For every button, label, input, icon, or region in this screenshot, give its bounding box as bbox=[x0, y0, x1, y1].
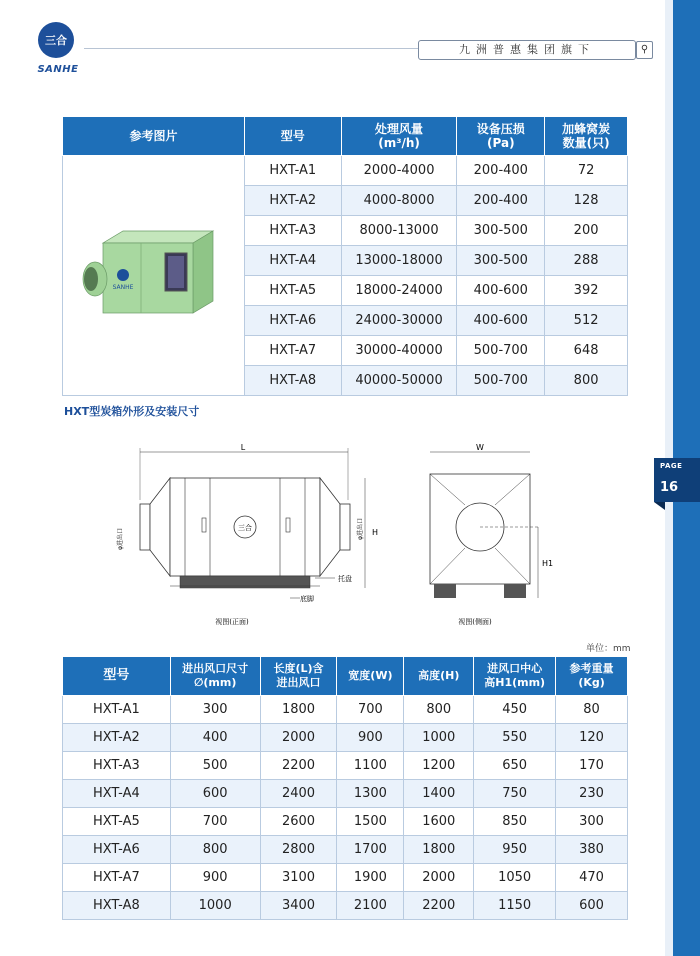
spec-airflow: 30000-40000 bbox=[341, 336, 457, 366]
product-logo: SANHE bbox=[113, 283, 134, 291]
dims-width: 1500 bbox=[337, 808, 404, 836]
spec-header-model: 型号 bbox=[244, 117, 341, 156]
dims-width: 1900 bbox=[337, 864, 404, 892]
dims-length: 2800 bbox=[260, 836, 337, 864]
dims-header-width: 宽度(W) bbox=[337, 657, 404, 696]
dims-h1: 450 bbox=[474, 696, 556, 724]
spec-carbon: 800 bbox=[545, 366, 628, 396]
dims-length: 1800 bbox=[260, 696, 337, 724]
table-row bbox=[63, 808, 628, 836]
dims-height: 2200 bbox=[404, 892, 474, 920]
dims-weight: 230 bbox=[556, 780, 628, 808]
spec-pressure: 400-600 bbox=[457, 306, 545, 336]
spec-pressure: 300-500 bbox=[457, 246, 545, 276]
front-caption: 视图(正面) bbox=[215, 618, 249, 626]
dims-inlet: 600 bbox=[170, 780, 260, 808]
dim-H: H bbox=[372, 528, 379, 537]
logo-emblem bbox=[38, 22, 74, 58]
dims-length: 3100 bbox=[260, 864, 337, 892]
side-caption: 视图(侧面) bbox=[458, 618, 492, 626]
spec-model: HXT-A3 bbox=[244, 216, 341, 246]
tab-fold bbox=[654, 502, 665, 510]
dims-model: HXT-A4 bbox=[63, 780, 171, 808]
spec-airflow: 40000-50000 bbox=[341, 366, 457, 396]
dims-inlet: 300 bbox=[170, 696, 260, 724]
spec-pressure: 200-400 bbox=[457, 156, 545, 186]
spec-carbon: 128 bbox=[545, 186, 628, 216]
company-logo bbox=[34, 22, 80, 78]
dims-width: 1700 bbox=[337, 836, 404, 864]
dims-length: 2000 bbox=[260, 724, 337, 752]
page-label: PAGE bbox=[660, 462, 683, 470]
table-row bbox=[63, 696, 628, 724]
spec-header-image: 参考图片 bbox=[63, 117, 245, 156]
dims-model: HXT-A7 bbox=[63, 864, 171, 892]
dims-h1: 950 bbox=[474, 836, 556, 864]
spec-carbon: 72 bbox=[545, 156, 628, 186]
table-row bbox=[63, 864, 628, 892]
dims-h1: 850 bbox=[474, 808, 556, 836]
dims-header-model: 型号 bbox=[63, 657, 171, 696]
product-image bbox=[73, 219, 233, 329]
dims-width: 900 bbox=[337, 724, 404, 752]
dims-weight: 170 bbox=[556, 752, 628, 780]
dims-header-h1: 进风口中心 高H1(mm) bbox=[474, 657, 556, 696]
side-view-drawing bbox=[420, 440, 570, 630]
logo-wordmark: SANHE bbox=[37, 64, 79, 75]
spec-airflow: 13000-18000 bbox=[341, 246, 457, 276]
spec-pressure: 500-700 bbox=[457, 336, 545, 366]
spec-airflow: 8000-13000 bbox=[341, 216, 457, 246]
dims-h1: 1050 bbox=[474, 864, 556, 892]
table-row bbox=[63, 724, 628, 752]
spec-pressure: 200-400 bbox=[457, 186, 545, 216]
spec-model: HXT-A8 bbox=[244, 366, 341, 396]
table-row bbox=[63, 836, 628, 864]
spec-header-carbon: 加蜂窝炭 数量(只) bbox=[545, 117, 628, 156]
dims-length: 2400 bbox=[260, 780, 337, 808]
logo-text: 三合 bbox=[45, 34, 67, 47]
spec-table bbox=[62, 116, 628, 396]
spec-header-airflow: 处理风量 (m³/h) bbox=[341, 117, 457, 156]
dims-model: HXT-A8 bbox=[63, 892, 171, 920]
spec-carbon: 288 bbox=[545, 246, 628, 276]
front-badge: 三合 bbox=[238, 524, 252, 532]
spec-carbon: 512 bbox=[545, 306, 628, 336]
dims-height: 800 bbox=[404, 696, 474, 724]
table-row bbox=[63, 156, 628, 186]
table-row bbox=[63, 780, 628, 808]
dims-weight: 300 bbox=[556, 808, 628, 836]
dims-model: HXT-A6 bbox=[63, 836, 171, 864]
dims-h1: 650 bbox=[474, 752, 556, 780]
dims-height: 1200 bbox=[404, 752, 474, 780]
dims-length: 2600 bbox=[260, 808, 337, 836]
product-image-cell bbox=[63, 156, 245, 396]
search-icon[interactable]: ⚲ bbox=[636, 41, 653, 59]
dims-weight: 600 bbox=[556, 892, 628, 920]
dims-inlet: 500 bbox=[170, 752, 260, 780]
spec-airflow: 4000-8000 bbox=[341, 186, 457, 216]
spec-table-header bbox=[63, 117, 628, 156]
dims-inlet: 400 bbox=[170, 724, 260, 752]
dims-inlet: 1000 bbox=[170, 892, 260, 920]
dims-width: 700 bbox=[337, 696, 404, 724]
dims-weight: 380 bbox=[556, 836, 628, 864]
front-inlet-right: φ进出口 bbox=[357, 518, 364, 540]
dims-height: 1800 bbox=[404, 836, 474, 864]
dims-model: HXT-A5 bbox=[63, 808, 171, 836]
dims-inlet: 800 bbox=[170, 836, 260, 864]
spec-pressure: 400-600 bbox=[457, 276, 545, 306]
dims-length: 2200 bbox=[260, 752, 337, 780]
tray-label: 托盘 bbox=[338, 575, 352, 583]
dim-W: W bbox=[476, 443, 484, 452]
dims-header-length: 长度(L)含 进出风口 bbox=[260, 657, 337, 696]
spec-pressure: 300-500 bbox=[457, 216, 545, 246]
spec-model: HXT-A4 bbox=[244, 246, 341, 276]
dims-header-inlet: 进出风口尺寸 ∅(mm) bbox=[170, 657, 260, 696]
dims-model: HXT-A3 bbox=[63, 752, 171, 780]
header-title: 九洲普惠集团旗下 bbox=[459, 43, 595, 56]
table-row bbox=[63, 892, 628, 920]
dims-h1: 1150 bbox=[474, 892, 556, 920]
spec-model: HXT-A6 bbox=[244, 306, 341, 336]
dimensions-table bbox=[62, 656, 628, 920]
spec-pressure: 500-700 bbox=[457, 366, 545, 396]
front-view-drawing bbox=[110, 440, 400, 630]
dims-weight: 470 bbox=[556, 864, 628, 892]
dims-width: 1100 bbox=[337, 752, 404, 780]
dim-H1: H1 bbox=[542, 559, 554, 568]
spec-model: HXT-A1 bbox=[244, 156, 341, 186]
spec-carbon: 392 bbox=[545, 276, 628, 306]
front-inlet: φ进出口 bbox=[117, 528, 124, 550]
table-row bbox=[63, 752, 628, 780]
page-number: 16 bbox=[660, 480, 679, 495]
unit-label: 单位：mm bbox=[586, 644, 631, 654]
spec-header-pressure: 设备压损 (Pa) bbox=[457, 117, 545, 156]
foot-label: 底脚 bbox=[300, 595, 314, 603]
dims-weight: 80 bbox=[556, 696, 628, 724]
dims-width: 1300 bbox=[337, 780, 404, 808]
dims-weight: 120 bbox=[556, 724, 628, 752]
header-divider bbox=[84, 48, 424, 49]
spec-carbon: 200 bbox=[545, 216, 628, 246]
header-title-box bbox=[418, 40, 636, 60]
spec-airflow: 18000-24000 bbox=[341, 276, 457, 306]
dims-header-height: 高度(H) bbox=[404, 657, 474, 696]
dims-height: 1400 bbox=[404, 780, 474, 808]
spec-model: HXT-A5 bbox=[244, 276, 341, 306]
page-number-tab bbox=[654, 458, 700, 502]
dims-inlet: 900 bbox=[170, 864, 260, 892]
dims-width: 2100 bbox=[337, 892, 404, 920]
dims-height: 1000 bbox=[404, 724, 474, 752]
dims-height: 1600 bbox=[404, 808, 474, 836]
dims-h1: 550 bbox=[474, 724, 556, 752]
dims-table-header bbox=[63, 657, 628, 696]
drawing-title: HXT型炭箱外形及安装尺寸 bbox=[64, 405, 200, 418]
dims-h1: 750 bbox=[474, 780, 556, 808]
dims-inlet: 700 bbox=[170, 808, 260, 836]
spec-model: HXT-A7 bbox=[244, 336, 341, 366]
spec-model: HXT-A2 bbox=[244, 186, 341, 216]
spec-airflow: 2000-4000 bbox=[341, 156, 457, 186]
dims-height: 2000 bbox=[404, 864, 474, 892]
dims-length: 3400 bbox=[260, 892, 337, 920]
dims-model: HXT-A2 bbox=[63, 724, 171, 752]
spec-carbon: 648 bbox=[545, 336, 628, 366]
spec-airflow: 24000-30000 bbox=[341, 306, 457, 336]
dims-model: HXT-A1 bbox=[63, 696, 171, 724]
dims-header-weight: 参考重量 (Kg) bbox=[556, 657, 628, 696]
dim-L: L bbox=[240, 443, 246, 452]
